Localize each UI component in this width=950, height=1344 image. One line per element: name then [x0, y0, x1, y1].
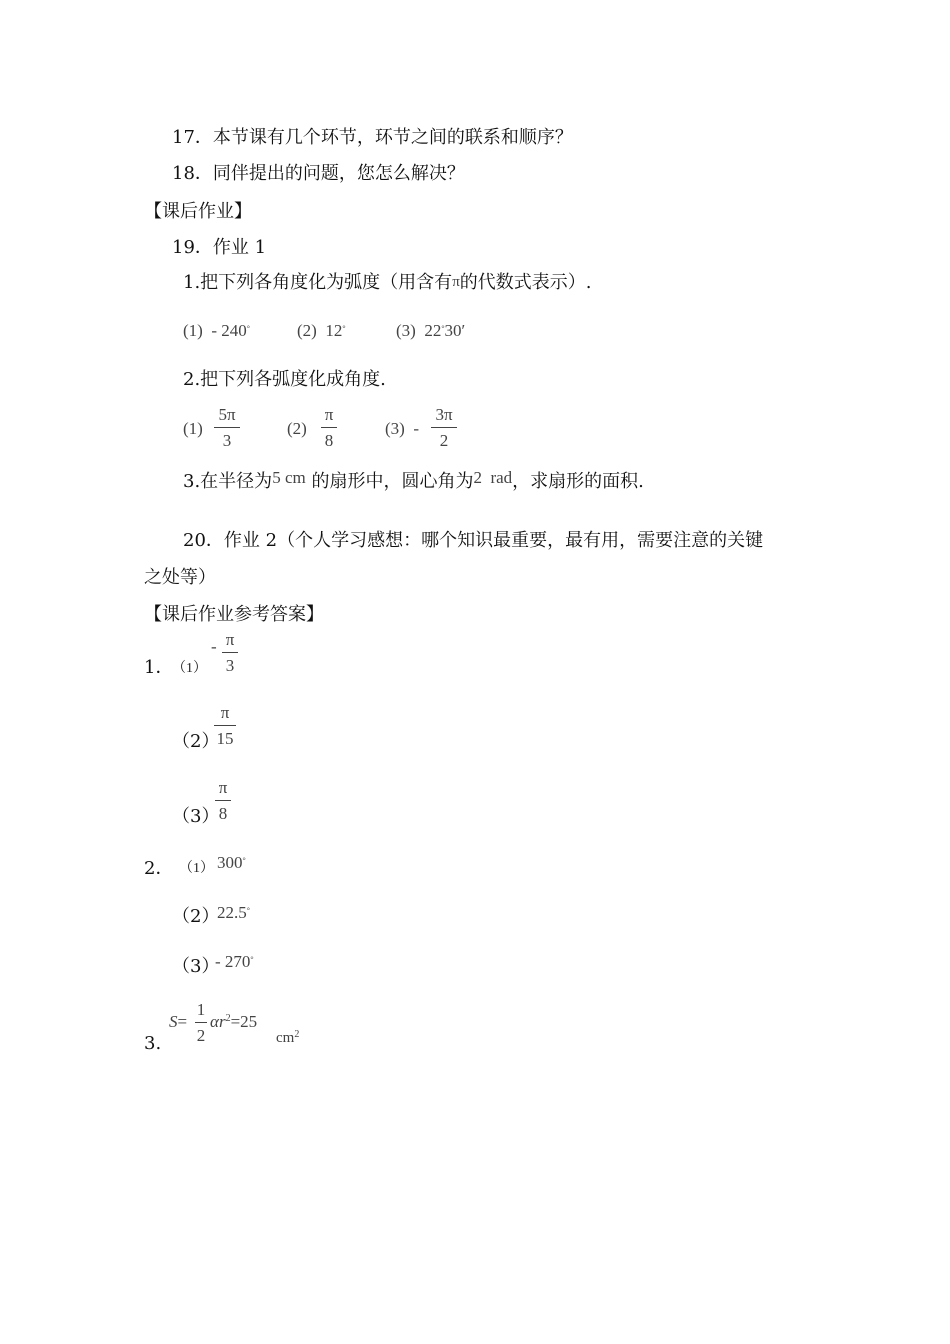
degree-mark: ° [242, 856, 246, 865]
numerator: 5π [218, 405, 236, 424]
problem-1-item-3 [396, 321, 465, 341]
area-symbol: S [169, 1012, 178, 1031]
item-label: (3) [385, 419, 405, 438]
question-17: 17．本节课有几个环节，环节之间的联系和顺序？ [172, 127, 573, 148]
denominator: 2 [439, 431, 449, 450]
radius-value: 5 cm [272, 468, 306, 487]
question-19: 19．作业 1 [172, 237, 267, 258]
answer-2-label: 2． [144, 858, 174, 879]
unit-text: cm [276, 1030, 295, 1046]
answer-3-formula-right [210, 1012, 257, 1032]
fraction-bar [214, 725, 236, 726]
problem-1-text [183, 271, 592, 296]
equals-sign: = [230, 1012, 241, 1031]
degree-mark: ° [250, 955, 254, 964]
problem-1-item-2 [297, 321, 346, 341]
problem-2-label-2: (2) [287, 419, 307, 438]
denominator: 3 [225, 656, 235, 675]
numerator: 3π [435, 405, 453, 424]
minus-sign: - [413, 419, 419, 438]
angle-value: 2 rad [473, 468, 513, 487]
answer-value: - 270 [215, 952, 251, 971]
item-label: (2) [297, 321, 317, 340]
problem-2-fraction-3 [431, 405, 457, 451]
answer-1-minus: - [211, 637, 217, 656]
denominator: 2 [196, 1026, 206, 1045]
degree-mark: ° [246, 324, 250, 333]
problem-2-fraction-2 [321, 405, 337, 451]
fraction-bar [222, 652, 238, 653]
problem-3-middle: 的扇形中，圆心角为 [311, 471, 474, 492]
denominator: 3 [222, 431, 232, 450]
question-20-line-2: 之处等） [144, 567, 216, 588]
degree-mark: ° [441, 324, 445, 333]
homework-header: 【课后作业】 [144, 201, 252, 222]
numerator: π [225, 630, 235, 649]
item-label: (3) [396, 321, 416, 340]
degree-mark: ° [246, 906, 250, 915]
problem-2-fraction-1 [214, 405, 240, 451]
alpha-symbol: α [210, 1012, 219, 1031]
item-value-minutes: 30′ [444, 321, 466, 340]
answer-value: 300 [217, 853, 243, 872]
answer-1-fraction-1 [222, 630, 238, 676]
denominator: 8 [324, 431, 334, 450]
problem-3-prefix: 3.在半径为 [183, 471, 273, 492]
equals-sign: = [177, 1012, 188, 1031]
problem-2-text: 2.把下列各弧度化成角度. [183, 369, 386, 390]
area-value: 25 [240, 1012, 258, 1031]
answer-1-item-2-label: （2） [172, 731, 220, 752]
problem-1-item-1 [183, 321, 250, 341]
problem-1-prefix: 1.把下列各角度化为弧度（用含有 [183, 272, 453, 293]
denominator: 8 [218, 804, 228, 823]
problem-2-label-1: (1) [183, 419, 203, 438]
answer-2-item-1-label: （1） [179, 861, 214, 876]
answer-3-unit [276, 1028, 299, 1048]
item-label: (1) [183, 321, 203, 340]
problem-3-text [183, 470, 644, 494]
answer-2-item-3-label: （3） [172, 956, 220, 977]
answer-3-fraction [195, 1000, 207, 1046]
problem-3-suffix: ，求扇形的面积. [512, 471, 644, 492]
numerator: π [324, 405, 334, 424]
fraction-bar [195, 1022, 207, 1023]
item-value: 12 [325, 321, 343, 340]
answer-1-fraction-2 [214, 703, 236, 749]
numerator: 1 [196, 1000, 206, 1019]
fraction-bar [431, 427, 457, 428]
answer-3-label: 3. [144, 1033, 162, 1054]
fraction-bar [214, 427, 240, 428]
fraction-bar [215, 800, 231, 801]
problem-1-suffix: 的代数式表示）. [459, 272, 592, 293]
exponent: 2 [225, 1013, 231, 1024]
problem-2-label-3 [385, 419, 419, 439]
fraction-bar [321, 427, 337, 428]
item-value-degrees: 22 [424, 321, 442, 340]
answers-header: 【课后作业参考答案】 [144, 604, 324, 625]
answer-1-item-1-label: （1） [172, 661, 207, 676]
numerator: π [220, 703, 230, 722]
unit-exponent: 2 [294, 1029, 300, 1040]
answer-1-fraction-3 [215, 778, 231, 824]
item-value: - 240 [211, 321, 247, 340]
answer-1-label: 1． [144, 657, 174, 678]
denominator: 15 [216, 729, 234, 748]
answer-1-item-3-label: （3） [172, 806, 220, 827]
answer-2-item-2-label: （2） [172, 906, 220, 927]
numerator: π [218, 778, 228, 797]
answer-2-item-1-value [217, 853, 246, 873]
pi-symbol: π [452, 274, 460, 290]
answer-3-formula-left [169, 1012, 187, 1032]
question-20-line-1: 20．作业 2（个人学习感想：哪个知识最重要，最有用，需要注意的关键 [183, 530, 764, 551]
answer-value: 22.5 [217, 903, 247, 922]
radius-symbol: r [218, 1012, 226, 1031]
question-18: 18．同伴提出的问题，您怎么解决？ [172, 163, 465, 184]
answer-2-item-2-value [217, 903, 250, 923]
answer-2-item-3-value [215, 952, 254, 972]
degree-mark: ° [342, 324, 346, 333]
